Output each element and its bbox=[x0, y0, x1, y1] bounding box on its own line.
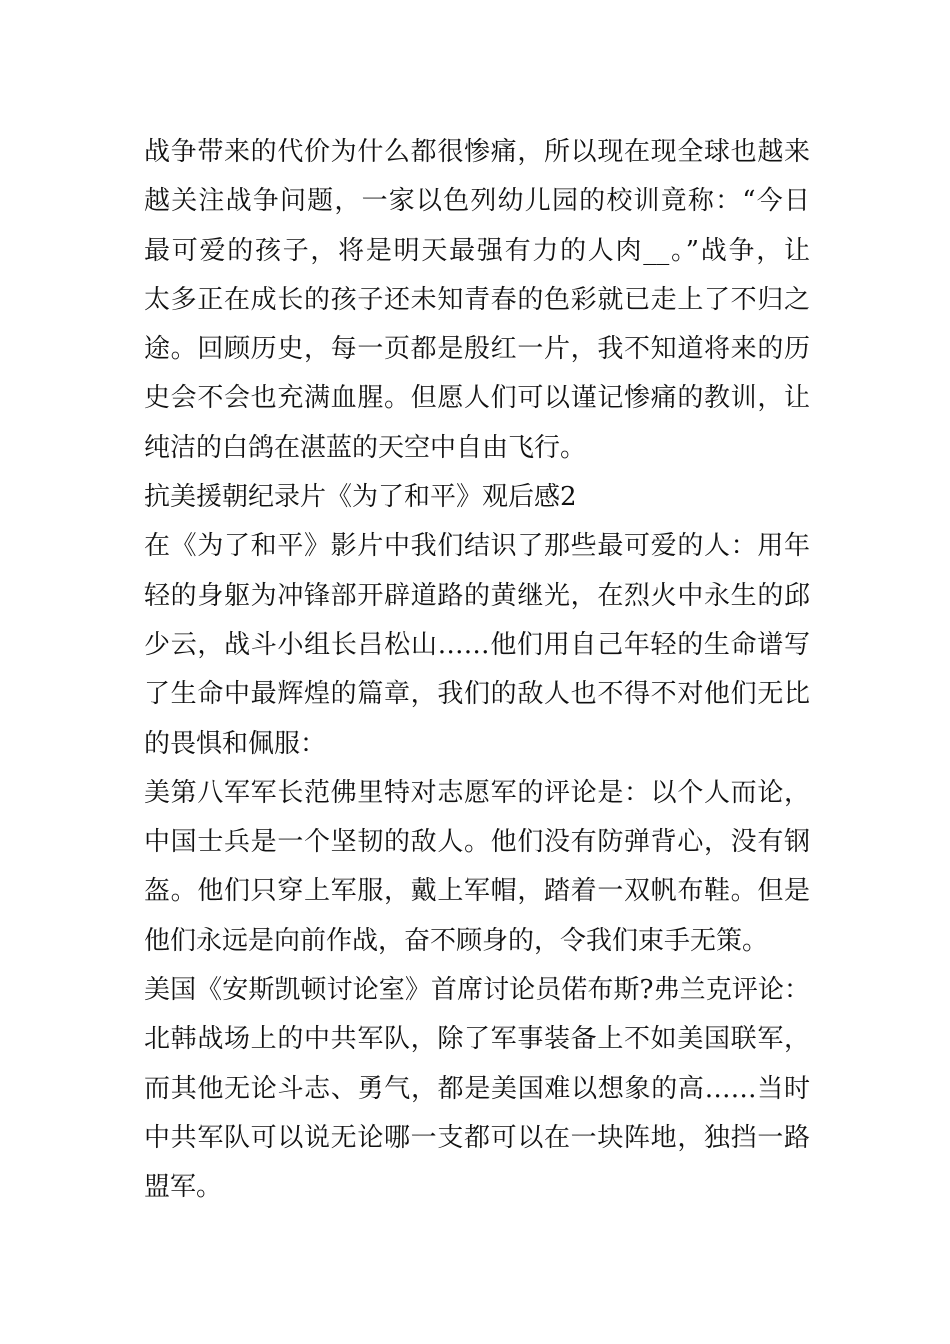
text-line: 少云，战斗小组长吕松山……他们用自己年轻的生命谱写 bbox=[144, 629, 810, 660]
document-body bbox=[144, 128, 810, 1213]
text-line: 了生命中最辉煌的篇章，我们的敌人也不得不对他们无比 bbox=[144, 679, 810, 710]
text-line: 而其他无论斗志、勇气，都是美国难以想象的高……当时 bbox=[144, 1073, 810, 1104]
text-line: 美第八军军长范佛里特对志愿军的评论是：以个人而论， bbox=[144, 777, 810, 808]
text-line: 在《为了和平》影片中我们结识了那些最可爱的人：用年 bbox=[144, 531, 810, 562]
text-line: 越关注战争问题，一家以色列幼儿园的校训竟称：“今日 bbox=[144, 186, 810, 217]
text-line: 太多正在成长的孩子还未知青春的色彩就已走上了不归之 bbox=[144, 284, 810, 315]
text-line: 美国《安斯凯顿讨论室》首席讨论员偌布斯?弗兰克评论： bbox=[144, 975, 810, 1006]
text-line: 战争带来的代价为什么都很惨痛，所以现在现全球也越来 bbox=[144, 137, 810, 167]
text-line: 史会不会也充满血腥。但愿人们可以谨记惨痛的教训，让 bbox=[144, 383, 810, 414]
text-line: 途。回顾历史，每一页都是殷红一片，我不知道将来的历 bbox=[144, 334, 810, 365]
section-heading: 抗美援朝纪录片《为了和平》观后感2 bbox=[144, 482, 577, 513]
text-line: 中共军队可以说无论哪一支都可以在一块阵地，独挡一路 bbox=[144, 1122, 810, 1153]
text-line: 纯洁的白鸽在湛蓝的天空中自由飞行。 bbox=[144, 432, 587, 463]
text-line: 盟军。 bbox=[144, 1172, 223, 1203]
text-line: 北韩战场上的中共军队，除了军事装备上不如美国联军， bbox=[144, 1024, 810, 1055]
text-line: 最可爱的孩子，将是明天最强有力的人肉__。”战争，让 bbox=[144, 235, 810, 266]
text-line: 的畏惧和佩服： bbox=[144, 728, 327, 759]
text-line: 轻的身躯为冲锋部开辟道路的黄继光，在烈火中永生的邱 bbox=[144, 580, 810, 611]
text-line: 他们永远是向前作战，奋不顾身的，令我们束手无策。 bbox=[144, 925, 769, 956]
text-line: 中国士兵是一个坚韧的敌人。他们没有防弹背心，没有钢 bbox=[144, 827, 810, 858]
text-line: 盔。他们只穿上军服，戴上军帽，踏着一双帆布鞋。但是 bbox=[144, 876, 810, 907]
